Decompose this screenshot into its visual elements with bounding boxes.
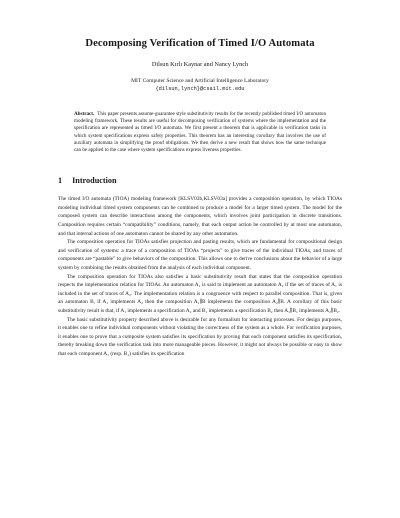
affiliation-block <box>58 77 342 93</box>
body-paragraph-3: The composition operation for TIOAs also satisfies a basic substitutivity result that states that the composition operation respects the implementation relation for TIOAs. An automaton A₁ is said to implement an automaton A₂ if the set of traces of A₁ is included in the set of traces of A₂. The implementation relation is a congruence with respect to parallel composition. That is, given an automaton B, if A₁ implements A₂ then the composition A₁∥B implements the composition A₂∥B. A corollary of this basic substitutivity result is that, if A₁ implements a specification A₂ and B₁ implements a specification B₂ then A₁∥B₁ implements A₂∥B₂. <box>58 273 342 314</box>
author-email: {dilsun,lynch}@csail.mit.edu <box>155 86 245 92</box>
abstract-label: Abstract. <box>74 111 95 117</box>
paper-title: Decomposing Verification of Timed I/O Automata <box>85 38 315 49</box>
body-paragraph-2: The composition operation for TIOAs satisfies projection and pasting results, which are fundamental for compositional design and verification of systems: a trace of a composition of TIOAs “projects” to give traces of the individual TIOAs, and traces of components are “pastable” to give behaviors of the composition. This allows one to derive conclusions about the behavior of a large system by combining the results obtained from the analysis of each individual component. <box>58 239 342 271</box>
paper-authors: Dilsun Kırlı Kaynar and Nancy Lynch <box>151 61 249 68</box>
body-paragraph-4: The basic substitutivity property described above is desirable for any formalism for interacting processes. For design purposes, it enables one to refine individual components without violating the correctness of the system as a whole. For verification purposes, it enables one to prove that a composite system satisfies its specification by proving that each component satisfies its specification, thereby breaking down the verification task into more manageable pieces. However, it might not always be possible or easy to show that each component A₁ (resp. B₁) satisfies its specification <box>58 316 342 357</box>
abstract-text: This paper presents assume-guarantee style substitutivity results for the recently published timed I/O automaton modeling framework. These results are useful for decomposing verification of systems where the implementation and the specification are represented as timed I/O automata. We first present a theorem that is applicable in verification tasks in which system specifications express safety properties. This theorem has an interesting corollary that involves the use of auxiliary automata in simplifying the proof obligations. We then derive a new result that shows how the same technique can be applied to the case where system specifications express liveness properties. <box>74 111 326 154</box>
abstract <box>74 111 326 154</box>
section-title: Introduction <box>72 176 117 186</box>
body-paragraph-1: The timed I/O automata (TIOA) modeling framework [KLSV03b,KLSV03a] provides a composition operation, by which TIOAs modeling individual timed system components can be combined to produce a model for a larger timed system. The model for the composed system can describe interactions among the components, which involves joint participation in discrete transitions. Composition requires certain “compatibility” conditions, namely, that each output action be controlled by at most one automaton, and that internal actions of one automaton cannot be shared by any other automaton. <box>58 196 342 237</box>
section-number: 1 <box>58 176 63 186</box>
affiliation: MIT Computer Science and Artificial Intelligence Laboratory <box>131 78 269 84</box>
section-heading <box>58 176 342 185</box>
